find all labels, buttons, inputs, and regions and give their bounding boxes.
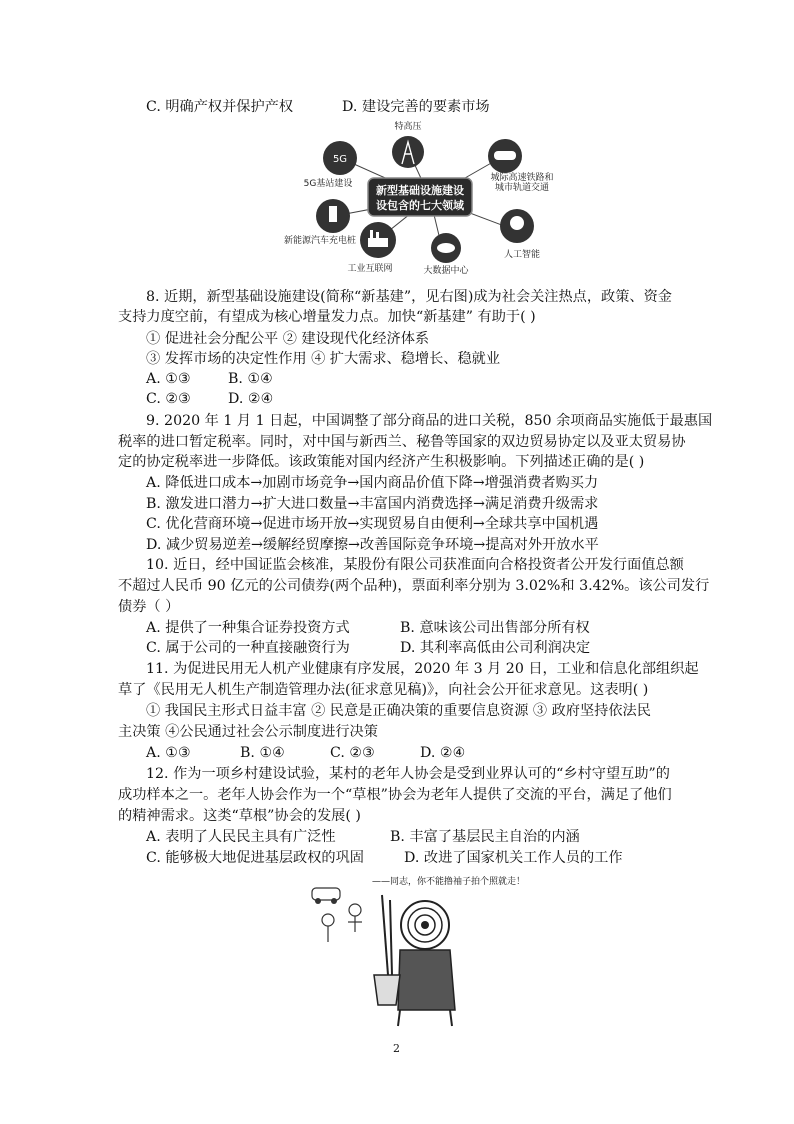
q10-option-c: C. 属于公司的一种直接融资行为 bbox=[146, 640, 350, 656]
q8-option-d: D. ②④ bbox=[228, 391, 274, 407]
q9-option-c: C. 优化营商环境→促进市场开放→实现贸易自由便利→全球共享中国机遇 bbox=[146, 516, 599, 532]
small-figure-icon bbox=[322, 904, 362, 942]
svg-text:5G: 5G bbox=[332, 154, 348, 165]
q12-stem-line1: 12. 作为一项乡村建设试验，某村的老年人协会是受到业界认可的“乡村守望互助”的 bbox=[146, 766, 670, 782]
q8-option-b: B. ①④ bbox=[228, 371, 273, 387]
q10-option-b: B. 意味该公司出售部分所有权 bbox=[400, 620, 590, 636]
uhv-icon bbox=[392, 136, 424, 168]
new-infrastructure-diagram bbox=[283, 120, 560, 280]
5g-icon bbox=[323, 141, 357, 175]
car-icon bbox=[312, 888, 340, 904]
q9-stem-line1: 9. 2020 年 1 月 1 日起，中国调整了部分商品的进口关税，850 余项商品实施低于最惠国 bbox=[146, 413, 713, 429]
q9-option-a: A. 降低进口成本→加剧市场竞争→国内商品价值下降→增强消费者购买力 bbox=[146, 475, 599, 491]
villager-figure-icon bbox=[374, 895, 455, 1026]
q11-stem-line2: 草了《民用无人机生产制造管理办法(征求意见稿)》，向社会公开征求意见。这表明( ) bbox=[118, 682, 649, 698]
q9-stem-line3: 定的协定税率进一步降低。该政策能对国内经济产生积极影响。下列描述正确的是( ) bbox=[118, 454, 645, 470]
q8-stem-line1: 8. 近期，新型基础设施建设(简称“新基建”，见右图)成为社会关注热点，政策、资金 bbox=[146, 289, 672, 305]
label-rail-2: 城市轨道交通 bbox=[494, 183, 550, 193]
train-icon bbox=[488, 139, 522, 173]
q11-option-a: A. ①③ bbox=[146, 745, 191, 761]
ai-head-icon bbox=[500, 209, 534, 243]
q10-stem-line3: 债券（ ） bbox=[118, 599, 180, 615]
q11-option-c: C. ②③ bbox=[330, 745, 375, 761]
ev-charger-icon bbox=[316, 199, 350, 233]
q9-option-b: B. 激发进口潜力→扩大进口数量→丰富国内消费选择→满足消费升级需求 bbox=[146, 496, 599, 512]
q10-option-d: D. 其利率高低由公司利润决定 bbox=[400, 640, 591, 656]
q11-statements-2: 主决策 ④公民通过社会公示制度进行决策 bbox=[118, 724, 378, 740]
label-ev: 新能源汽车充电桩 bbox=[283, 236, 357, 246]
q10-option-a: A. 提供了一种集合证券投资方式 bbox=[146, 620, 350, 636]
cloud-icon bbox=[431, 233, 461, 263]
q9-option-d: D. 减少贸易逆差→缓解经贸摩擦→改善国际竞争环境→提高对外开放水平 bbox=[146, 537, 599, 553]
q9-stem-line2: 税率的进口暂定税率。同时，对中国与新西兰、秘鲁等国家的双边贸易协定以及亚太贸易协 bbox=[118, 434, 686, 450]
q12-stem-line3: 的精神需求。这类“草根”协会的发展( ) bbox=[118, 808, 361, 824]
label-rail-1: 城际高速铁路和 bbox=[490, 173, 554, 183]
q8-option-c: C. ②③ bbox=[146, 391, 191, 407]
q10-stem-line1: 10. 近日，经中国证监会核准，某股份有限公司获准面向合格投资者公开发行面值总额 bbox=[146, 557, 684, 573]
label-iiot: 工业互联网 bbox=[347, 264, 393, 274]
q12-option-b: B. 丰富了基层民主自治的内涵 bbox=[390, 829, 580, 845]
q12-option-d: D. 改进了国家机关工作人员的工作 bbox=[404, 850, 623, 866]
q12-option-a: A. 表明了人民民主具有广泛性 bbox=[146, 829, 336, 845]
cartoon-caption: ——同志，你不能撸袖子拍个照就走！ bbox=[372, 877, 526, 887]
label-ai: 人工智能 bbox=[503, 250, 541, 260]
q10-stem-line2: 不超过人民币 90 亿元的公司债券(两个品种)，票面利率分别为 3.02%和 3.42%。该公司发行 bbox=[118, 578, 710, 594]
q11-option-b: B. ①④ bbox=[240, 745, 285, 761]
label-uhv: 特高压 bbox=[394, 122, 422, 132]
q12-stem-line2: 成功样本之一。老年人协会作为一个“草根”协会为老年人提供了交流的平台，满足了他们 bbox=[118, 787, 672, 803]
q11-statements-1: ① 我国民主形式日益丰富 ② 民意是正确决策的重要信息资源 ③ 政府坚持依法民 bbox=[146, 703, 651, 719]
diagram-center-line2: 设包含的七大领域 bbox=[376, 199, 464, 212]
q8-statements-1: ① 促进社会分配公平 ② 建设现代化经济体系 bbox=[146, 331, 430, 347]
label-bigdata: 大数据中心 bbox=[423, 266, 469, 276]
q12-option-c: C. 能够极大地促进基层政权的巩固 bbox=[146, 850, 364, 866]
q11-stem-line1: 11. 为促进民用无人机产业健康有序发展，2020 年 3 月 20 日，工业和信息化部组织起 bbox=[146, 661, 699, 677]
cartoon-illustration bbox=[300, 870, 520, 1030]
q7-option-d: D. 建设完善的要素市场 bbox=[342, 99, 490, 115]
factory-icon bbox=[360, 222, 396, 258]
q8-statements-2: ③ 发挥市场的决定性作用 ④ 扩大需求、稳增长、稳就业 bbox=[146, 351, 501, 367]
q8-option-a: A. ①③ bbox=[146, 371, 191, 387]
q11-option-d: D. ②④ bbox=[420, 745, 466, 761]
q8-stem-line2: 支持力度空前，有望成为核心增量发力点。加快“新基建” 有助于( ) bbox=[118, 309, 536, 325]
page-number: 2 bbox=[393, 1042, 400, 1055]
q7-option-c: C. 明确产权并保护产权 bbox=[146, 99, 294, 115]
diagram-center-line1: 新型基础设施建设 bbox=[376, 184, 464, 197]
label-5g: 5G基站建设 bbox=[303, 179, 353, 189]
